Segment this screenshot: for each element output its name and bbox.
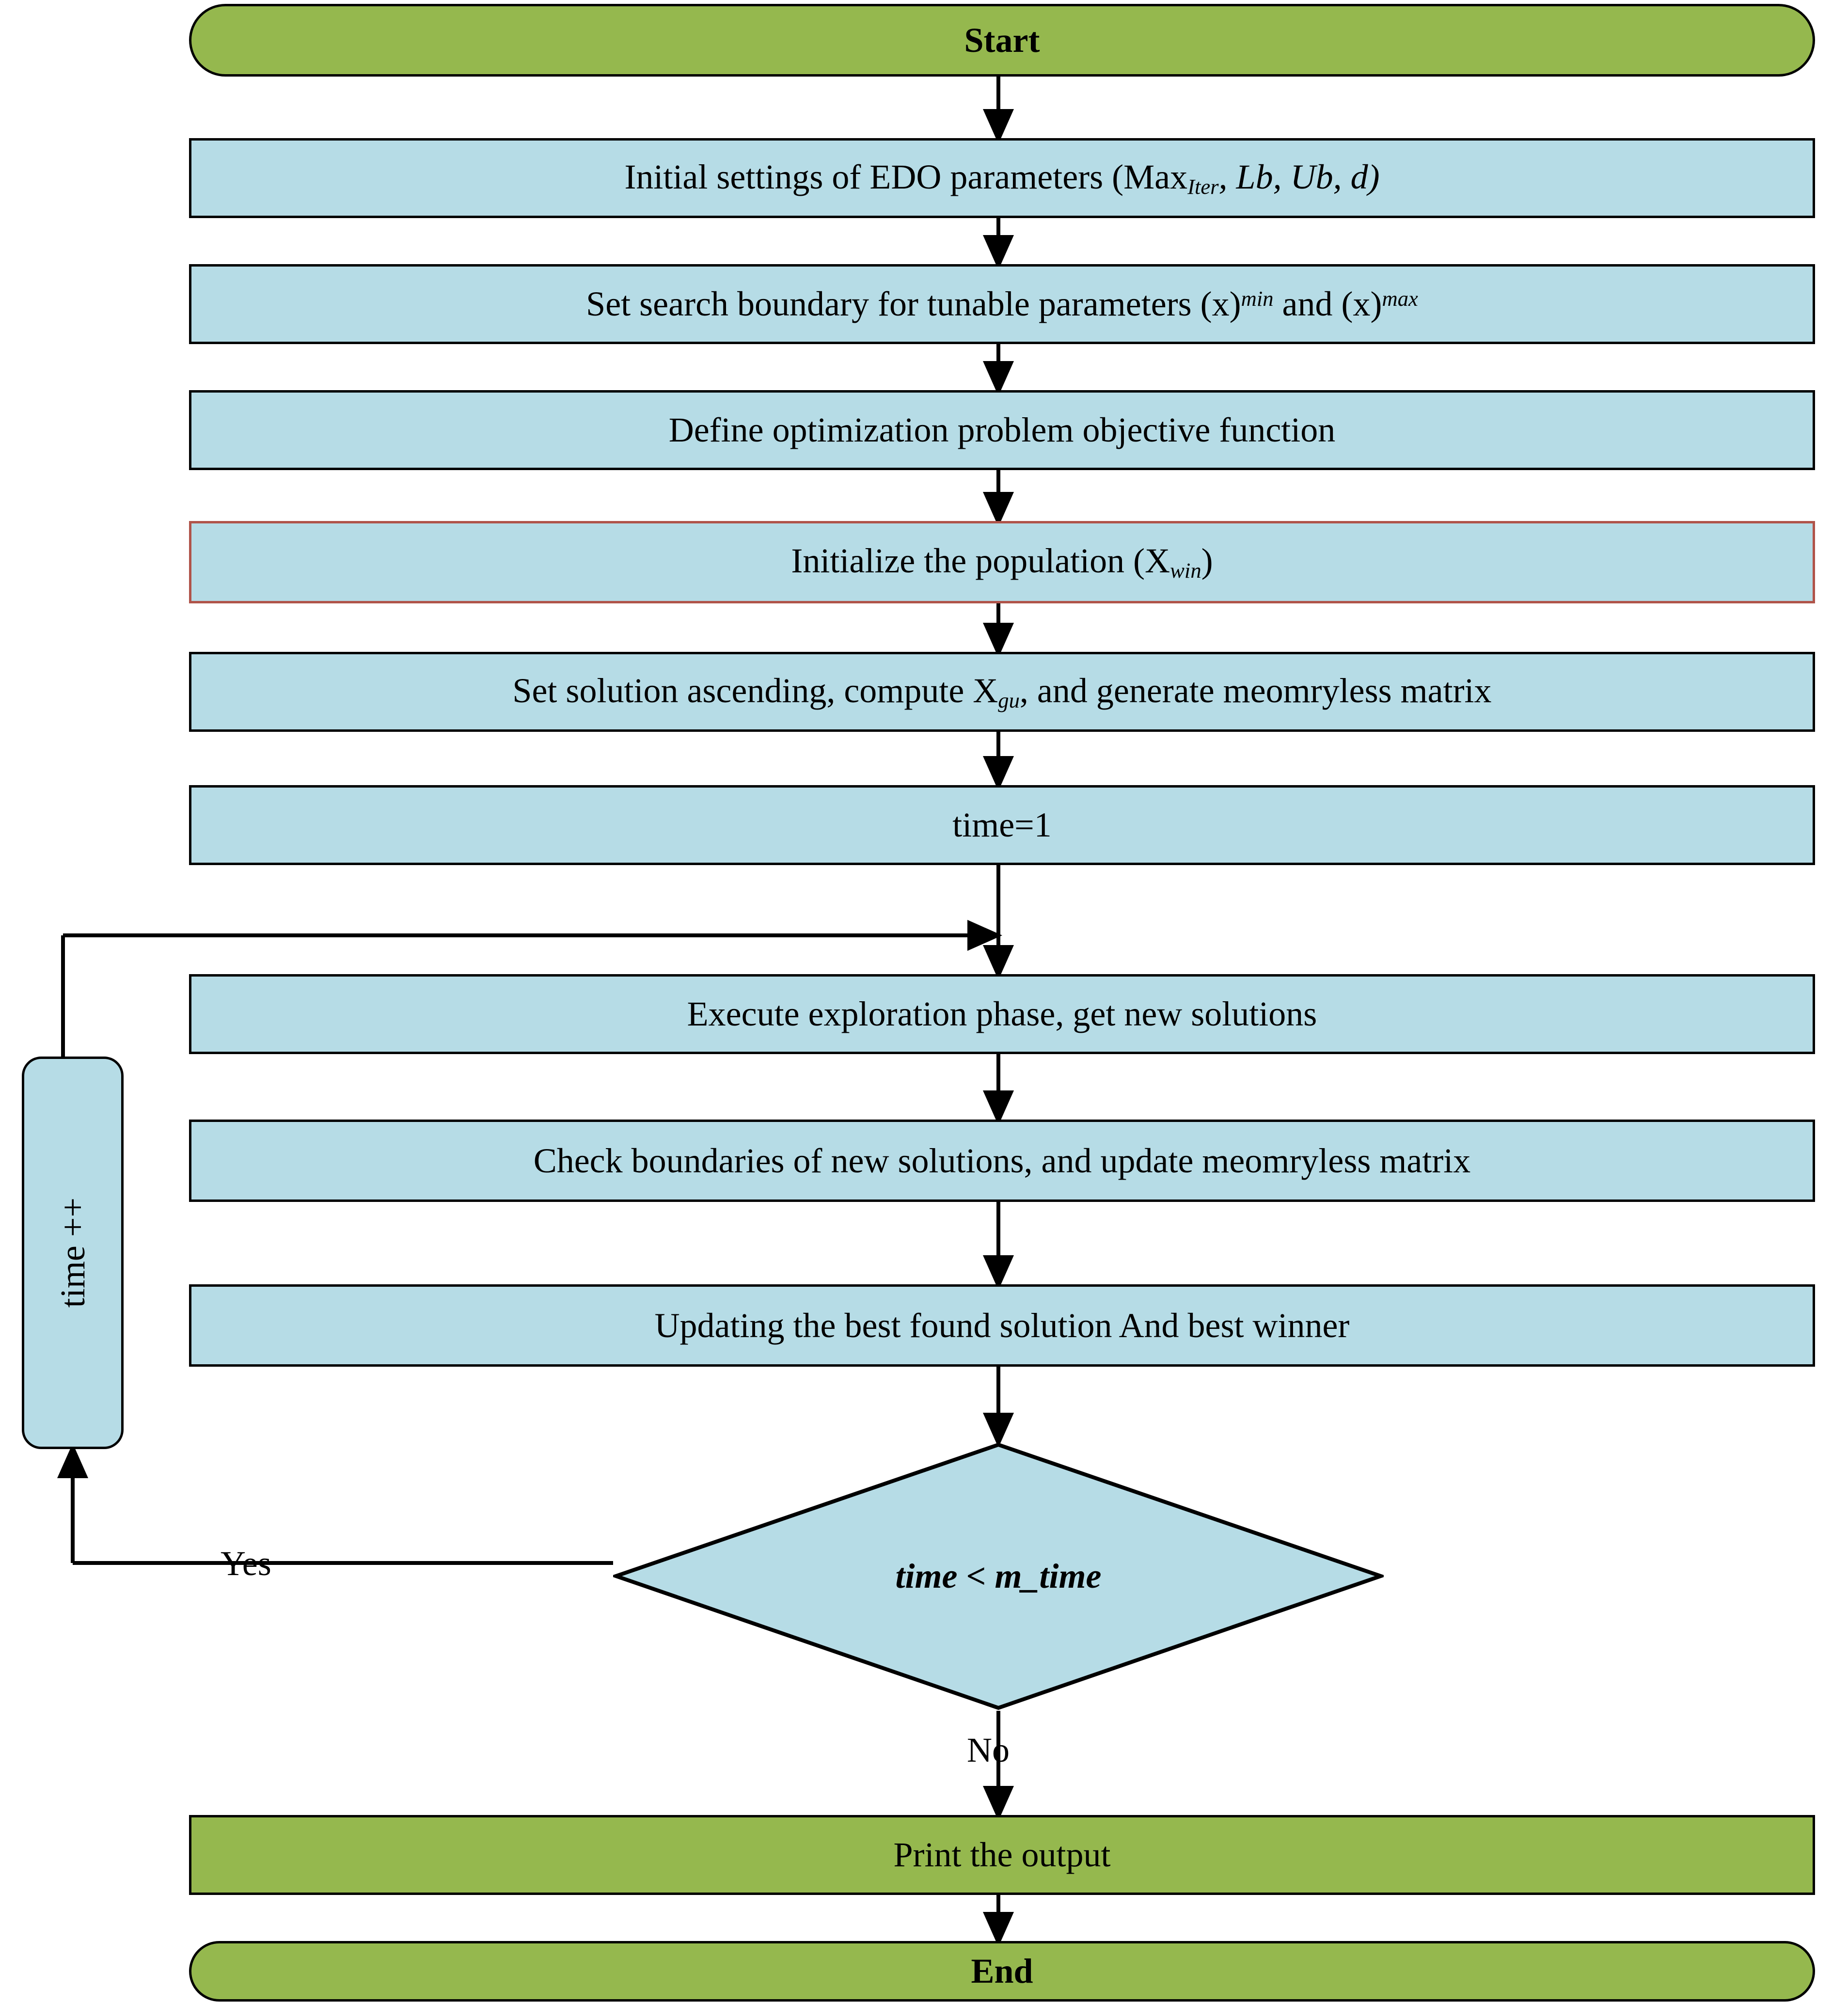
node-time-increment-label: time ++ [53, 1198, 92, 1308]
node-search-boundary[interactable] [189, 264, 1815, 344]
node-initialize-population-label: Initialize the population $(X_{win})$ [791, 541, 1213, 583]
edge-label-no: No [967, 1731, 1010, 1769]
node-objective-function[interactable] [189, 390, 1815, 470]
node-exploration-phase-label: Execute exploration phase, get new solutions [687, 994, 1317, 1034]
node-decision-time-label: time < m_time [895, 1557, 1102, 1595]
node-initial-settings-label: Initial settings of EDO parameters (Max$_{Iter}$, Lb, Ub, d) [624, 157, 1380, 199]
decision-diamond-shape [613, 1442, 1384, 1711]
node-check-boundaries-label: Check boundaries of new solutions, and update meomryless matrix [533, 1141, 1471, 1180]
node-initial-settings[interactable] [189, 138, 1815, 218]
node-end[interactable] [189, 1941, 1815, 2002]
node-print-output[interactable] [189, 1815, 1815, 1895]
node-set-ascending-label: Set solution ascending, compute $X_{gu}$, and generate meomryless matrix [512, 671, 1492, 712]
node-time-increment[interactable] [22, 1057, 124, 1449]
node-time-init-label: time=1 [952, 805, 1052, 845]
node-print-output-label: Print the output [893, 1835, 1111, 1875]
node-time-init[interactable] [189, 785, 1815, 865]
node-exploration-phase[interactable] [189, 974, 1815, 1054]
node-update-best[interactable] [189, 1284, 1815, 1367]
node-decision-time[interactable] [613, 1442, 1384, 1711]
node-objective-function-label: Define optimization problem objective function [668, 410, 1336, 450]
node-check-boundaries[interactable] [189, 1120, 1815, 1202]
edge-label-yes: Yes [221, 1544, 271, 1583]
node-end-label: End [971, 1952, 1033, 1991]
node-set-ascending[interactable] [189, 652, 1815, 732]
node-start-label: Start [964, 20, 1040, 60]
node-update-best-label: Updating the best found solution And best winner [654, 1306, 1350, 1345]
node-initialize-population[interactable] [189, 521, 1815, 603]
node-search-boundary-label: Set search boundary for tunable parameters $(x)^{min}$ and $(x)^{max}$ [586, 284, 1418, 324]
node-start[interactable] [189, 4, 1815, 77]
